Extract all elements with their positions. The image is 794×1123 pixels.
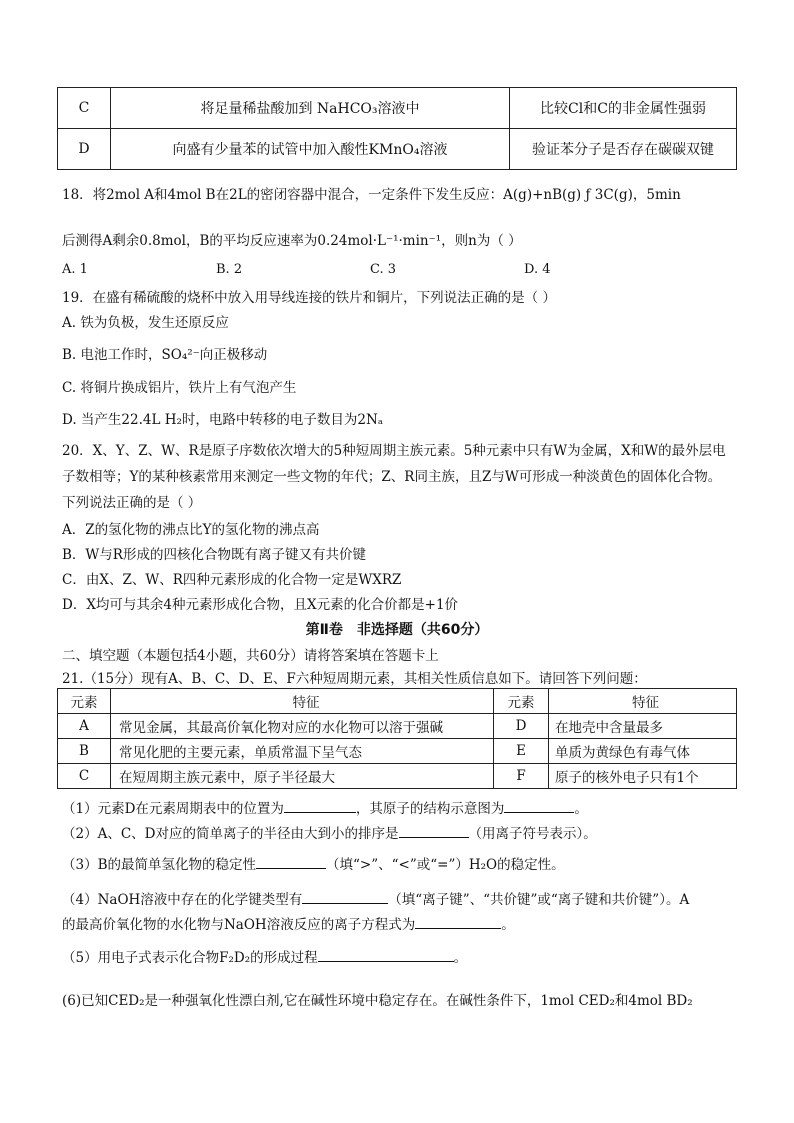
q21-sub1-text: （1）元素D在元素周期表中的位置为 [62, 801, 284, 817]
answer-blank[interactable] [256, 854, 326, 869]
q21-sub1 [62, 797, 588, 817]
element-table [57, 688, 737, 789]
table-row [58, 764, 737, 789]
q21-sub5 [62, 946, 467, 966]
element-cell: D [494, 714, 549, 739]
operation-cell: 向盛有少量苯的试管中加入酸性KMnO₄溶液 [111, 129, 510, 170]
q18-option-c: C. 3 [370, 262, 397, 277]
answer-blank[interactable] [415, 914, 501, 929]
feature-cell: 在短周期主族元素中，原子半径最大 [111, 764, 494, 789]
feature-cell: 在地壳中含量最多 [549, 714, 737, 739]
q20-option-a: A．Z的氢化物的沸点比Y的氢化物的沸点高 [62, 522, 320, 538]
element-cell: E [494, 739, 549, 764]
feature-cell: 原子的核外电子只有1个 [549, 764, 737, 789]
section-heading: 第Ⅱ卷 非选择题（共60分） [305, 622, 489, 638]
q21-sub3-text: （填“>”、“<”或“=”）H₂O的稳定性。 [326, 857, 565, 873]
q21-sub2-text: （2）A、C、D对应的简单离子的半径由大到小的排序是 [62, 826, 399, 842]
q21-sub4-text: （4）NaOH溶液中存在的化学键类型有 [62, 892, 303, 908]
answer-blank[interactable] [399, 823, 469, 838]
answer-blank[interactable] [284, 798, 356, 813]
column-header: 特征 [549, 689, 737, 714]
operation-cell: 将足量稀盐酸加到 NaHCO₃溶液中 [111, 88, 510, 129]
q21-sub4-text: 的最高价氧化物的水化物与NaOH溶液反应的离子方程式为 [62, 917, 416, 933]
column-header: 元素 [494, 689, 549, 714]
q21-sub6: (6)已知CED₂是一种强氧化性漂白剂,它在碱性环境中稳定存在。在碱性条件下，1mol CED₂和4mol BD₂ [62, 993, 693, 1009]
purpose-cell: 验证苯分子是否存在碳碳双键 [510, 129, 737, 170]
q18-stem-line1: 18．将2mol A和4mol B在2L的密闭容器中混合，一定条件下发生反应：A(g)+nB(g) ƒ 3C(g)，5min [62, 187, 681, 203]
q21-sub4-text: 。 [501, 917, 515, 933]
answer-blank[interactable] [302, 889, 388, 904]
element-cell: B [58, 739, 111, 764]
table-row [58, 714, 737, 739]
element-cell: A [58, 714, 111, 739]
q18-stem-line2: 后测得A剩余0.8mol，B的平均反应速率为0.24mol·L⁻¹·min⁻¹，则n为（ ） [62, 233, 522, 249]
table-row [58, 88, 737, 129]
purpose-cell: 比较Cl和C的非金属性强弱 [510, 88, 737, 129]
q21-sub2-text: （用离子符号表示）。 [468, 826, 597, 842]
q20-option-c: C．由X、Z、W、R四种元素形成的化合物一定是WXRZ [62, 572, 402, 588]
table-header-row [58, 689, 737, 714]
feature-cell: 常见金属，其最高价氧化物对应的水化物可以溶于强碱 [111, 714, 494, 739]
answer-blank[interactable] [318, 947, 454, 962]
experiment-table [57, 87, 737, 170]
answer-blank[interactable] [504, 798, 574, 813]
q18-option-a: A. 1 [62, 262, 88, 277]
element-cell: C [58, 764, 111, 789]
feature-cell: 常见化肥的主要元素，单质常温下呈气态 [111, 739, 494, 764]
q21-sub5-text: 。 [453, 950, 468, 966]
q19-option-c: C. 将铜片换成铝片，铁片上有气泡产生 [62, 380, 297, 396]
q21-sub2 [62, 822, 597, 842]
table-row [58, 739, 737, 764]
q21-sub1-text: ，其原子的结构示意图为 [355, 801, 505, 817]
q21-sub3 [62, 853, 565, 873]
q19-stem: 19．在盛有稀硫酸的烧杯中放入用导线连接的铁片和铜片，下列说法正确的是（ ） [62, 290, 556, 306]
table-row [58, 129, 737, 170]
option-cell: D [58, 129, 111, 170]
part-two-instructions: 二、填空题（本题包括4小题，共60分）请将答案填在答题卡上 [62, 648, 439, 664]
q21-sub3-text: （3）B的最简单氢化物的稳定性 [62, 857, 257, 873]
q19-option-d: D. 当产生22.4L H₂时，电路中转移的电子数目为2Nₐ [62, 412, 384, 428]
column-header: 特征 [111, 689, 494, 714]
element-cell: F [494, 764, 549, 789]
q21-sub4-text: （填“离子键”、“共价键”或“离子键和共价键”）。A [388, 892, 690, 908]
q21-sub1-text: 。 [574, 801, 588, 817]
q18-option-b: B. 2 [216, 262, 243, 277]
q19-option-b: B. 电池工作时，SO₄²⁻向正极移动 [62, 347, 268, 363]
option-cell: C [58, 88, 111, 129]
q21-sub5-text: （5）用电子式表示化合物F₂D₂的形成过程 [62, 950, 318, 966]
feature-cell: 单质为黄绿色有毒气体 [549, 739, 737, 764]
q18-options [62, 262, 682, 277]
q20-option-b: B．W与R形成的四核化合物既有离子键又有共价键 [62, 547, 366, 563]
q18-option-d: D. 4 [524, 262, 551, 277]
q20-option-d: D．X均可与其余4种元素形成化合物，且X元素的化合价都是+1价 [62, 597, 459, 613]
q20-stem: 20．X、Y、Z、W、R是原子序数依次增大的5种短周期主族元素。5种元素中只有W为金属，X和W的最外层电子数相等；Y的某种核素常用来测定一些文物的年代；Z、R同主族，且Z与W可形成一种淡黄色的固体化合物。下列说法正确的是（ ） [62, 443, 726, 511]
q19-option-a: A. 铁为负极，发生还原反应 [62, 315, 229, 331]
column-header: 元素 [58, 689, 111, 714]
q21-stem: 21.（15分）现有A、B、C、D、E、F六种短周期元素，其相关性质信息如下。请回答下列问题： [62, 671, 647, 687]
q21-sub4-line1 [62, 888, 689, 908]
q21-sub4-line2 [62, 913, 515, 933]
